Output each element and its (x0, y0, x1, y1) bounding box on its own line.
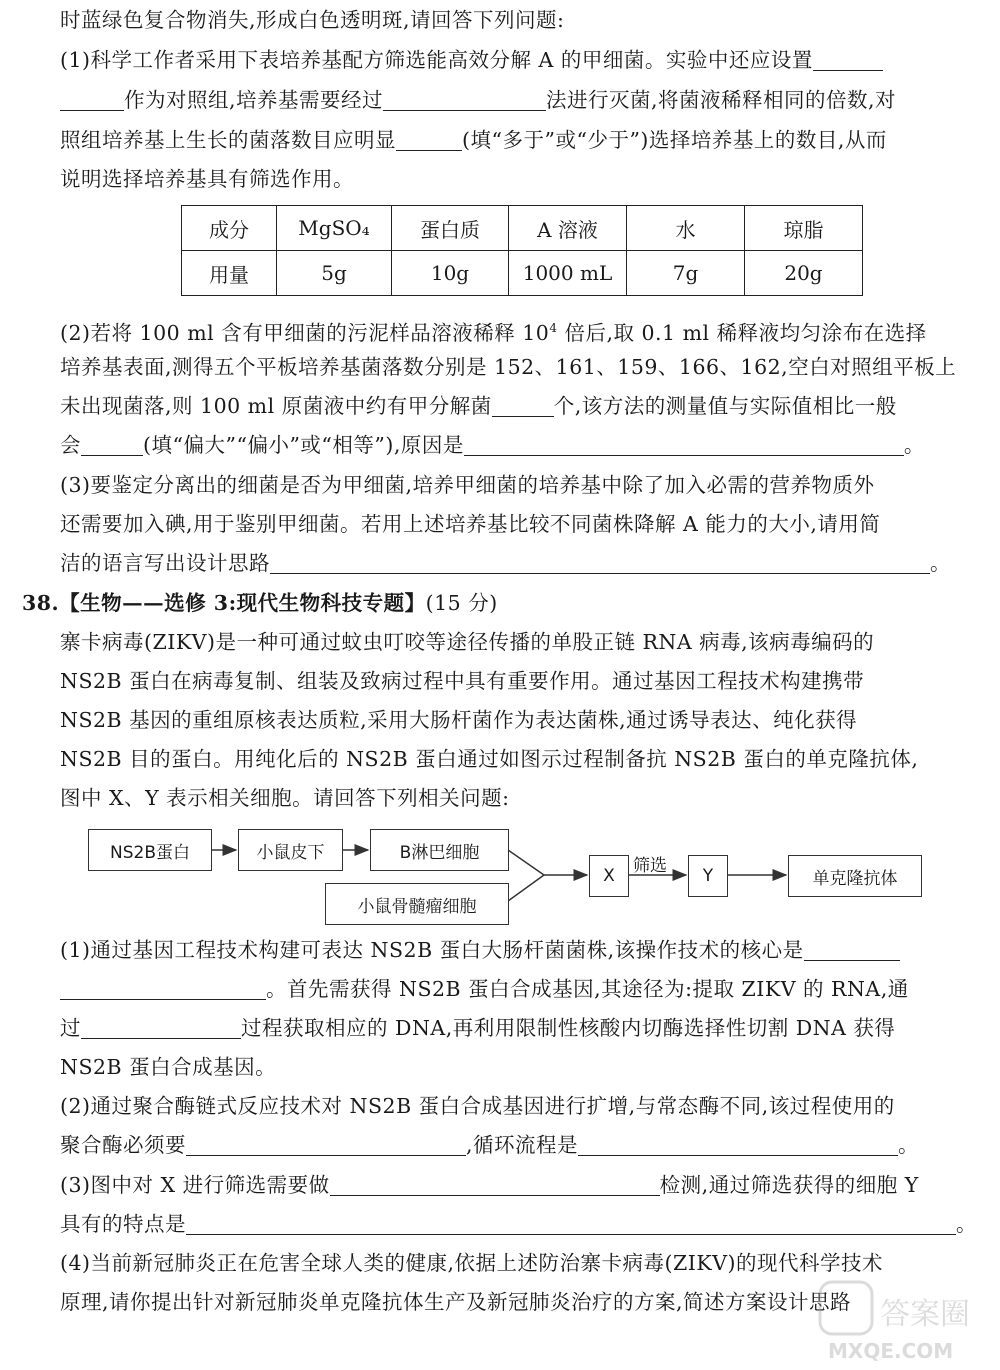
q38-1-text2: 。首先需获得 NS2B 蛋白合成基因,其途径为:提取 ZIKV 的 RNA,通 (266, 977, 909, 1001)
points-label: (15 分) (425, 591, 498, 615)
box-x-cell: X (589, 855, 629, 897)
q37-3-line1: (3)要鉴定分离出的细菌是否为甲细菌,培养甲细菌的培养基中除了加入必需的营养物质外 (60, 473, 875, 497)
q37-2-text4c: 。 (903, 433, 925, 457)
q38-intro-line4: NS2B 目的蛋白。用纯化后的 NS2B 蛋白通过如图示过程制备抗 NS2B 蛋白的单克隆抗体, (60, 747, 919, 771)
section-title: 【生物——选修 3:现代生物科技专题】 (59, 591, 426, 615)
q38-1-line4: NS2B 蛋白合成基因。 (60, 1055, 277, 1079)
answer-blank[interactable] (81, 433, 143, 456)
q38-2-text2b: ,循环流程是 (466, 1133, 579, 1157)
q38-3-text1a: (3)图中对 X 进行筛选需要做 (60, 1173, 330, 1197)
q37-2-line2: 培养基表面,测得五个平板培养基菌落数分别是 152、161、159、166、162,空白对照组平板上 (60, 355, 957, 379)
box-myeloma-cell: 小鼠骨髓瘤细胞 (325, 883, 509, 925)
q38-2-line1: (2)通过聚合酶链式反应技术对 NS2B 蛋白合成基因进行扩增,与常态酶不同,该过程使用的 (60, 1094, 895, 1118)
q38-1-text3b: 过程获取相应的 DNA,再利用限制性核酸内切酶选择性切割 DNA 获得 (241, 1016, 896, 1040)
table-cell: 20g (745, 251, 863, 296)
q38-4-line2: 原理,请你提出针对新冠肺炎单克隆抗体生产及新冠肺炎治疗的方案,简述方案设计思路 (60, 1290, 852, 1314)
table-cell: 琼脂 (745, 206, 863, 251)
answer-blank[interactable] (81, 1016, 241, 1039)
antibody-flow-diagram (80, 823, 940, 933)
q38-intro-line2: NS2B 蛋白在病毒复制、组装及致病过程中具有重要作用。通过基因工程技术构建携带 (60, 669, 865, 693)
table-cell: 7g (627, 251, 745, 296)
q38-3-text2b: 。 (956, 1212, 977, 1236)
table-row (182, 251, 863, 296)
q37-2-text4b: (填“偏大”“偏小”或“相等”),原因是 (143, 433, 464, 457)
table-cell: 蛋白质 (392, 206, 509, 251)
merge-bracket-icon (508, 850, 544, 901)
table-cell: 1000 mL (509, 251, 627, 296)
q37-1-line1 (60, 45, 990, 75)
table-row (182, 206, 863, 251)
table-cell: 用量 (182, 251, 277, 296)
q37-2-text1a: (2)若将 100 ml 含有甲细菌的污泥样品溶液稀释 10 (60, 320, 550, 345)
screening-label: 筛选 (633, 856, 667, 876)
q38-4-line1: (4)当前新冠肺炎正在危害全球人类的健康,依据上述防治寨卡病毒(ZIKV)的现代科学技术 (60, 1251, 884, 1275)
q38-2-line2 (60, 1130, 990, 1160)
answer-blank[interactable] (813, 48, 883, 71)
table-cell: 10g (392, 251, 509, 296)
q37-1-text3b: (填“多于”或“少于”)选择培养基上的数目,从而 (462, 128, 887, 152)
q37-1-line3 (60, 125, 990, 155)
q38-1-text1: (1)通过基因工程技术构建可表达 NS2B 蛋白大肠杆菌菌株,该操作技术的核心是 (60, 938, 804, 962)
q37-2-line3 (60, 391, 990, 421)
q38-3-line2 (60, 1209, 990, 1239)
box-b-lymphocyte: B淋巴细胞 (370, 829, 509, 871)
medium-composition-table (181, 205, 863, 296)
q37-2-text1b: 倍后,取 0.1 ml 稀释液均匀涂布在选择 (557, 320, 927, 345)
q37-2-text3a: 未出现菌落,则 100 ml 原菌液中约有甲分解菌 (60, 394, 492, 418)
table-cell: A 溶液 (509, 206, 627, 251)
q37-1-text2b: 法进行灭菌,将菌液稀释相同的倍数,对 (546, 88, 897, 112)
answer-blank[interactable] (60, 977, 266, 1000)
answer-blank[interactable] (330, 1173, 660, 1196)
table-cell: 5g (277, 251, 392, 296)
q37-2-line4 (60, 430, 990, 460)
q37-1-text2a: 作为对照组,培养基需要经过 (124, 88, 384, 112)
table-cell: MgSO₄ (277, 206, 392, 251)
answer-blank[interactable] (186, 1212, 956, 1235)
q37-2-text4a: 会 (60, 433, 81, 457)
box-y-cell: Y (688, 855, 728, 897)
q37-3-text3a: 洁的语言写出设计思路 (60, 551, 270, 575)
q37-2-line1 (60, 313, 990, 348)
q38-3-line1 (60, 1170, 990, 1200)
q37-1-text1: (1)科学工作者采用下表培养基配方筛选能高效分解 A 的甲细菌。实验中还应设置 (60, 48, 813, 72)
q37-2-text3b: 个,该方法的测量值与实际值相比一般 (553, 394, 897, 418)
watermark-url: MXQE.COM (828, 1339, 954, 1363)
table-cell: 成分 (182, 206, 277, 251)
intro-line: 时蓝绿色复合物消失,形成白色透明斑,请回答下列问题: (60, 8, 565, 32)
answer-blank[interactable] (60, 88, 124, 111)
answer-blank[interactable] (186, 1133, 466, 1156)
q38-3-text1b: 检测,通过筛选获得的细胞 Y (659, 1173, 919, 1197)
q38-intro-line1: 寨卡病毒(ZIKV)是一种可通过蚊虫叮咬等途径传播的单股正链 RNA 病毒,该病毒编码的 (60, 630, 875, 654)
question-number: 38. (22, 591, 60, 615)
box-monoclonal-antibody: 单克隆抗体 (788, 855, 922, 897)
q38-intro-line3: NS2B 基因的重组原核表达质粒,采用大肠杆菌作为表达菌株,通过诱导表达、纯化获得 (60, 708, 858, 732)
answer-blank[interactable] (492, 394, 554, 417)
answer-blank[interactable] (383, 88, 546, 111)
q38-intro-line5: 图中 X、Y 表示相关细胞。请回答下列相关问题: (60, 786, 510, 810)
q37-1-line2 (60, 85, 990, 115)
q38-header (22, 588, 952, 618)
box-ns2b-protein: NS2B蛋白 (88, 829, 212, 871)
q38-1-line1 (60, 935, 990, 965)
site-watermark-logo (800, 1276, 990, 1366)
q38-1-text3a: 过 (60, 1016, 81, 1040)
q37-2-exponent: 4 (549, 321, 558, 335)
answer-blank[interactable] (396, 128, 462, 151)
table-cell: 水 (627, 206, 745, 251)
q37-1-text3a: 照组培养基上生长的菌落数目应明显 (60, 128, 396, 152)
answer-blank[interactable] (578, 1133, 898, 1156)
q37-1-line4: 说明选择培养基具有筛选作用。 (60, 167, 354, 191)
watermark-text: 答案圈 (880, 1297, 970, 1332)
answer-blank[interactable] (464, 433, 904, 456)
q38-2-text2a: 聚合酶必须要 (60, 1133, 186, 1157)
answer-blank[interactable] (270, 551, 930, 574)
q38-3-text2a: 具有的特点是 (60, 1212, 186, 1236)
q37-3-text3b: 。 (930, 551, 951, 575)
box-mouse-subcutaneous: 小鼠皮下 (238, 829, 343, 871)
q38-1-line3 (60, 1013, 990, 1043)
q38-2-text2c: 。 (898, 1133, 920, 1157)
q37-3-line2: 还需要加入碘,用于鉴别甲细菌。若用上述培养基比较不同菌株降解 A 能力的大小,请用简 (60, 512, 881, 536)
answer-blank[interactable] (804, 938, 900, 961)
q37-3-line3 (60, 548, 990, 578)
q38-1-line2 (60, 974, 990, 1004)
